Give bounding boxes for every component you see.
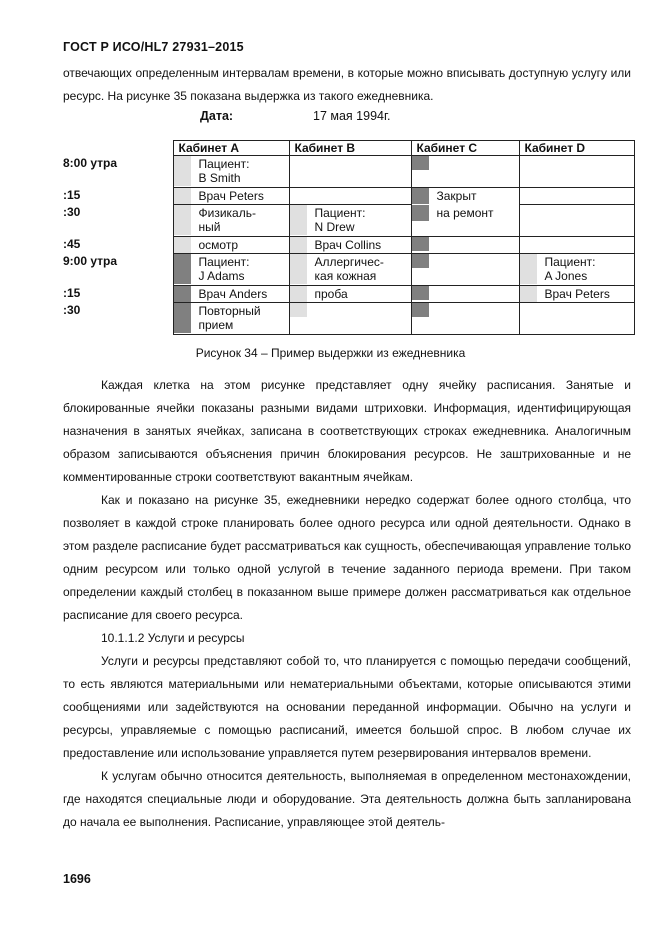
slot-b-930 — [289, 303, 411, 335]
slot-a-815 — [173, 188, 289, 205]
schedule-row — [61, 237, 634, 254]
schedule-row — [61, 188, 634, 205]
figure-caption: Рисунок 34 – Пример выдержки из ежедневника — [195, 346, 466, 360]
slot-a-845 — [173, 237, 289, 254]
slot-text: Аллергичес- — [314, 255, 384, 269]
slot-text: Пациент: — [198, 157, 250, 171]
slot-d-830 — [519, 205, 634, 237]
intro-paragraph — [63, 62, 631, 108]
slot-text: Закрыт — [436, 189, 477, 203]
document-header: ГОСТ Р ИСО/HL7 27931–2015 — [63, 40, 244, 54]
slot-text: Пациент: — [198, 255, 250, 269]
column-header-room-d: Кабинет D — [519, 141, 634, 156]
slot-d-915 — [519, 286, 634, 303]
body-text — [63, 374, 631, 834]
column-header-room-c: Кабинет C — [411, 141, 519, 156]
column-header-room-b: Кабинет B — [289, 141, 411, 156]
slot-c-830 — [411, 205, 519, 237]
slot-a-800 — [173, 156, 289, 188]
paragraph: Как и показано на рисунке 35, ежедневники нередко содержат более одного столбца, что позволяет в каждой строке планировать более одного ресурса или одной деятельности. Однако в этом разделе расписание будет рассматриваться как сущность, обеспечивающая управление только одним ресурсом или только одной услугой в течение заданного периода времени. При таком определении каждый столбец в показанном выше примере должен рассматриваться как отдельное расписание для своего ресурса. — [63, 493, 631, 622]
slot-text: Врач Peters — [198, 189, 264, 203]
slot-text: проба — [314, 287, 348, 301]
slot-d-800 — [519, 156, 634, 188]
time-label: :45 — [63, 236, 81, 251]
schedule-header-row — [61, 141, 634, 156]
time-label: 9:00 утра — [63, 253, 118, 268]
slot-text: J Adams — [198, 269, 245, 283]
time-label: 8:00 утра — [63, 155, 118, 170]
slot-c-915 — [411, 286, 519, 303]
slot-text: N Drew — [314, 220, 355, 234]
time-label: :15 — [63, 187, 81, 202]
slot-text: прием — [198, 318, 234, 332]
slot-b-830 — [289, 205, 411, 237]
slot-text: B Smith — [198, 171, 241, 185]
slot-text: на ремонт — [436, 205, 494, 220]
slot-c-815 — [411, 188, 519, 205]
slot-d-930 — [519, 303, 634, 335]
paragraph: К услугам обычно относится деятельность, выполняемая в определенном местонахождении, где находятся специальные люди и оборудование. Эта деятельность должна быть запланирована до начала ее выполнения. Расписание, управляющее этой деятель- — [63, 769, 631, 829]
slot-a-915 — [173, 286, 289, 303]
slot-text: ный — [198, 220, 221, 234]
slot-c-900 — [411, 254, 519, 286]
slot-c-845 — [411, 237, 519, 254]
blocked-shade — [412, 156, 429, 170]
slot-text: Врач Collins — [314, 238, 382, 252]
slot-d-845 — [519, 237, 634, 254]
schedule-row — [61, 156, 634, 188]
section-heading: 10.1.1.2 Услуги и ресурсы — [101, 631, 245, 645]
slot-text: кая кожная — [314, 269, 377, 283]
date-label: Дата: — [200, 109, 234, 123]
slot-text: Врач Anders — [198, 287, 268, 301]
schedule-row — [61, 254, 634, 286]
slot-a-830 — [173, 205, 289, 237]
page-number: 1696 — [63, 872, 91, 886]
slot-a-900 — [173, 254, 289, 286]
slot-a-930 — [173, 303, 289, 335]
time-header — [61, 141, 173, 156]
schedule-table — [61, 140, 635, 335]
time-label: :30 — [63, 204, 81, 219]
slot-b-900 — [289, 254, 411, 286]
slot-b-845 — [289, 237, 411, 254]
slot-text: Повторный — [198, 304, 261, 318]
time-label: :30 — [63, 302, 81, 317]
schedule-row — [61, 286, 634, 303]
slot-text: Пациент: — [314, 206, 366, 220]
slot-text: Врач Peters — [544, 287, 610, 301]
schedule-row — [61, 303, 634, 335]
slot-text: Физикаль- — [198, 206, 256, 220]
slot-d-900 — [519, 254, 634, 286]
slot-text: осмотр — [198, 238, 239, 252]
slot-d-815 — [519, 188, 634, 205]
time-label: :15 — [63, 285, 81, 300]
slot-b-815 — [289, 188, 411, 205]
slot-text: A Jones — [544, 269, 588, 283]
slot-b-915 — [289, 286, 411, 303]
paragraph: Каждая клетка на этом рисунке представляет одну ячейку расписания. Занятые и блокированные ячейки показаны разными видами штриховки. Информация, идентифицирующая назначения в занятых ячейках, записана в соответствующих строках ежедневника. Аналогичным образом записываются объяснения причин блокирования ресурсов. Не заштрихованные и не комментированные строки соответствуют вакантным ячейкам. — [63, 378, 631, 484]
paragraph: Услуги и ресурсы представляют собой то, что планируется с помощью передачи сообщений, то есть являются материальными или нематериальными объектами, которые описываются этими сообщениями или задействуются на основании переданной информации. Обычно на услуги и ресурсы, управляемые с помощью расписаний, имеется большой спрос. В любом случае их предоставление или использование управляется путем резервирования интервалов времени. — [63, 654, 631, 760]
slot-c-930 — [411, 303, 519, 335]
column-header-room-a: Кабинет A — [173, 141, 289, 156]
slot-text: Пациент: — [544, 255, 596, 269]
date-value: 17 мая 1994г. — [313, 109, 391, 123]
schedule-row — [61, 205, 634, 237]
slot-c-800 — [411, 156, 519, 188]
intro-text: отвечающих определенным интервалам времени, в которые можно вписывать доступную услугу или ресурс. На рисунке 35 показана выдержка из такого ежедневника. — [63, 66, 631, 103]
slot-b-800 — [289, 156, 411, 188]
